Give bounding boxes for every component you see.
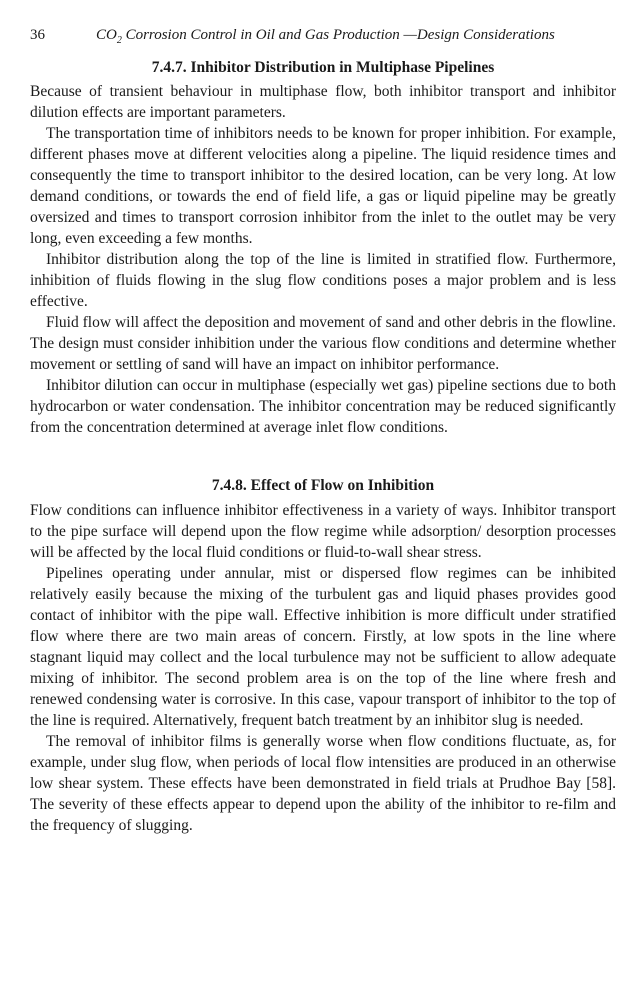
running-head [30,27,616,49]
page-body [30,58,616,836]
section-heading-7-4-7: 7.4.7. Inhibitor Distribution in Multiphase Pipelines [151,59,495,76]
running-title-rest: Corrosion Control in Oil and Gas Production —Design Considerations [121,27,555,43]
paragraph: Pipelines operating under annular, mist or dispersed flow regimes can be inhibited relatively easily because the mixing of the turbulent gas and liquid phases provides good contact of inhibitor with the pipe wall. Effective inhibition is more difficult under stratified flow where there are two main areas of concern. Firstly, at low spots in the line where stagnant liquid may collect and the local turbulence may not be sufficient to allow adequate mixing of inhibitor. The second problem area is on the top of the line where fresh and renewed condensing water is corrosive. In this case, vapour transport of inhibitor to the top of the line is required. Alternatively, frequent batch treatment by an inhibitor slug is needed. [30,565,616,729]
page-number: 36 [30,27,45,43]
running-title [96,27,555,46]
paragraph: Because of transient behaviour in multiphase flow, both inhibitor transport and inhibitor dilution effects are important parameters. [30,83,616,121]
section-heading-7-4-8: 7.4.8. Effect of Flow on Inhibition [211,477,435,494]
running-title-subscript: 2 [116,35,122,46]
paragraph: The transportation time of inhibitors needs to be known for proper inhibition. For example, different phases move at different velocities along a pipeline. The liquid residence times and consequently the time to transport inhibitor to the desired location, can be very long. At low demand conditions, or towards the end of field life, a gas or liquid pipeline may be greatly oversized and times to transport corrosion inhibitor from the inlet to the outlet may be very long, even exceeding a few months. [30,125,616,247]
paragraph: Fluid flow will affect the deposition and movement of sand and other debris in the flowline. The design must consider inhibition under the various flow conditions and determine whether movement or settling of sand will have an impact on inhibitor performance. [30,314,616,373]
paragraph: Inhibitor dilution can occur in multiphase (especially wet gas) pipeline sections due to both hydrocarbon or water condensation. The inhibitor concentration may be reduced significantly from the concentration determined at average inlet flow conditions. [30,377,616,436]
paragraph: The removal of inhibitor films is generally worse when flow conditions fluctuate, as, for example, under slug flow, when periods of local flow intensities are produced in an otherwise low shear system. These effects have been demonstrated in field trials at Prudhoe Bay [58]. The severity of these effects appear to depend upon the ability of the inhibitor to re-film and the frequency of slugging. [30,733,616,834]
running-title-prefix: CO [96,27,117,43]
paragraph: Inhibitor distribution along the top of the line is limited in stratified flow. Furthermore, inhibition of fluids flowing in the slug flow conditions poses a major problem and is less effective. [30,251,616,310]
paragraph: Flow conditions can influence inhibitor effectiveness in a variety of ways. Inhibitor transport to the pipe surface will depend upon the flow regime while adsorption/ desorption processes will be affected by the local fluid conditions or fluid-to-wall shear stress. [30,502,616,561]
